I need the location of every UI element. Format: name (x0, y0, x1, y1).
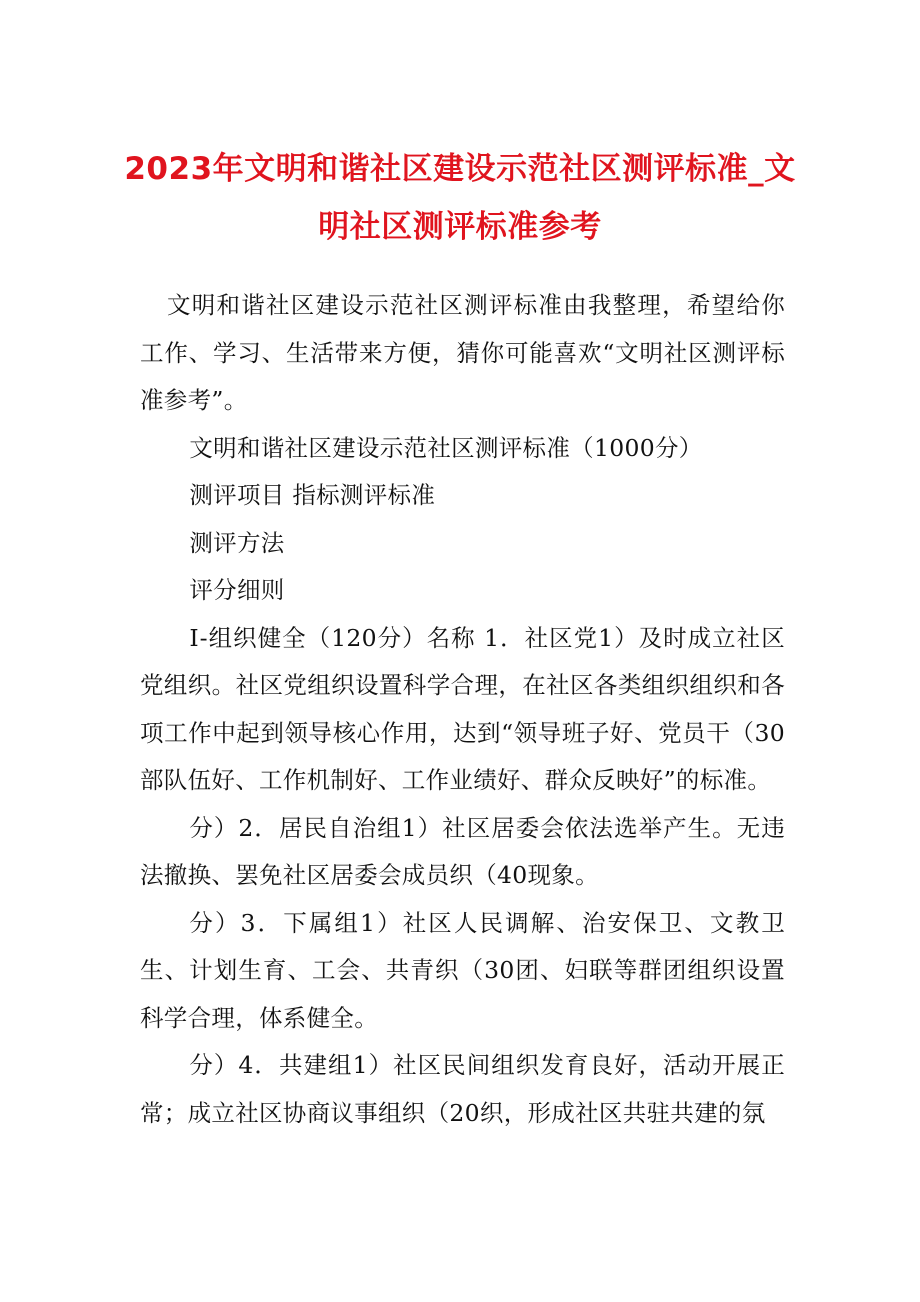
resident-autonomy-paragraph: 分）2．居民自治组1）社区居委会依法选举产生。无违法撤换、罢免社区居委会成员织（40现象。 (140, 813, 785, 889)
intro-paragraph: 文明和谐社区建设示范社区测评标准由我整理，希望给你工作、学习、生活带来方便，猜你可能喜欢“文明社区测评标准参考”。 (140, 291, 785, 414)
section-label-method: 测评方法 (189, 528, 285, 557)
section-label-rules: 评分细则 (189, 576, 285, 604)
subordinate-org-paragraph: 分）3．下属组1）社区人民调解、治安保卫、文教卫生、计划生育、工会、共青织（30团、妇联等群团组织设置科学合理，体系健全。 (140, 908, 785, 1032)
document-title: 2023年文明和谐社区建设示范社区测评标准_文明社区测评标准参考 (124, 151, 796, 245)
organization-paragraph: Ⅰ-组织健全（120分）名称 1．社区党1）及时成立社区党组织。社区党组织设置科学合理，在社区各类组织组织和各项工作中起到领导核心作用，达到“领导班子好、党员干（30部队伍好、工作机制好、工作业绩好、群众反映好”的标准。 (140, 623, 785, 794)
co-construction-paragraph: 分）4．共建组1）社区民间组织发育良好，活动开展正常；成立社区协商议事组织（20织，形成社区共驻共建的氛 (140, 1051, 785, 1127)
standard-heading: 文明和谐社区建设示范社区测评标准（1000分） (189, 433, 703, 462)
document-body (140, 282, 785, 1137)
section-label-items: 测评项目 指标测评标准 (189, 481, 436, 509)
